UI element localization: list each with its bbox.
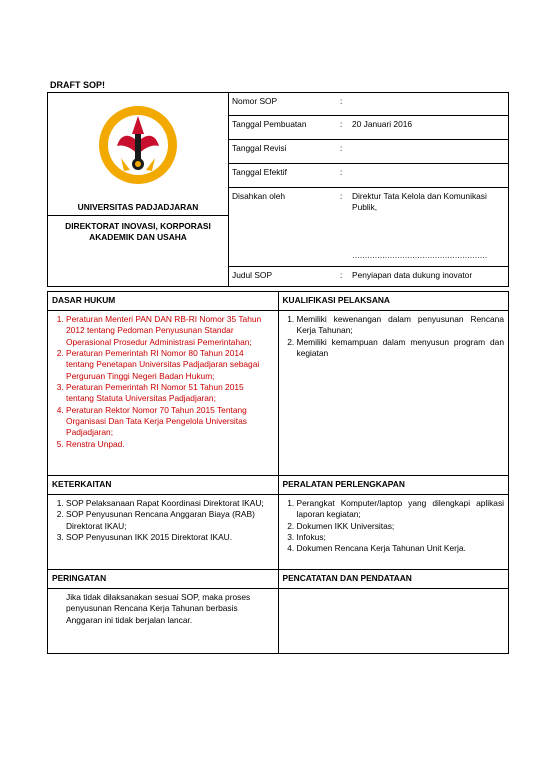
list-item: 1. Perangkat Komputer/laptop yang dilengkapi aplikasi laporan kegiatan; [297, 498, 505, 521]
list-item: 2. Dokumen IKK Universitas; [297, 521, 505, 532]
keterkaitan-list [52, 498, 274, 543]
field-value: Penyiapan data dukung inovator [352, 270, 473, 280]
field-label: Tanggal Efektif [232, 167, 287, 177]
field-label: Judul SOP [232, 270, 273, 280]
field-tanggal-efektif [229, 164, 509, 188]
field-colon: : [340, 119, 343, 129]
peringatan-text: Jika tidak dilaksanakan sesuai SOP, maka proses penyusunan Rencana Kerja Tahunan berbasis Anggaran ini tidak berjalan lancar. [48, 589, 279, 654]
list-item: 2. Peraturan Pemerintah RI Nomor 80 Tahun 2014 tentang Penetapan Universitas Padjadjaran sebagai Perguruan Tinggi Negeri Badan Hukum; [66, 348, 274, 382]
field-colon: : [340, 167, 343, 177]
pencatatan-text [278, 589, 509, 654]
keterkaitan-heading: KETERKAITAN [48, 476, 279, 495]
institution-cell [48, 93, 229, 287]
field-colon: : [340, 191, 343, 201]
field-label: Tanggal Revisi [232, 143, 287, 153]
unpad-logo [48, 93, 228, 196]
list-item: 1. Peraturan Menteri PAN DAN RB-RI Nomor 35 Tahun 2012 tentang Pedoman Penyusunan Standar Operasional Prosedur Administrasi Pemerintahan; [66, 314, 274, 348]
peringatan-heading: PERINGATAN [48, 570, 279, 589]
field-colon: : [340, 143, 343, 153]
signature-line: ……………………………………………… [352, 251, 487, 260]
list-item: 2. SOP Penyusunan Rencana Anggaran Biaya (RAB) Direktorat IKAU; [66, 509, 274, 532]
kualifikasi-heading: KUALIFIKASI PELAKSANA [278, 292, 509, 311]
field-nomor-sop [229, 93, 509, 116]
pencatatan-heading: PENCATATAN DAN PENDATAAN [278, 570, 509, 589]
list-item: 5. Renstra Unpad. [66, 439, 274, 450]
dasar-hukum-cell [48, 311, 279, 476]
unpad-emblem-icon [97, 104, 179, 186]
peralatan-cell [278, 495, 509, 570]
field-value: 20 Januari 2016 [352, 119, 413, 129]
list-item: 2. Memiliki kemampuan dalam menyusun program dan kegiatan [297, 337, 505, 360]
list-item: 3. SOP Penyusunan IKK 2015 Direktorat IKAU. [66, 532, 274, 543]
kualifikasi-cell [278, 311, 509, 476]
field-judul-sop [229, 267, 509, 287]
keterkaitan-cell [48, 495, 279, 570]
list-item: 1. Memiliki kewenangan dalam penyusunan Rencana Kerja Tahunan; [297, 314, 505, 337]
list-item: 1. SOP Pelaksanaan Rapat Koordinasi Direktorat IKAU; [66, 498, 274, 509]
kualifikasi-list [283, 314, 505, 359]
field-tanggal-revisi [229, 140, 509, 164]
list-item: 3. Infokus; [297, 532, 505, 543]
dasar-hukum-heading: DASAR HUKUM [48, 292, 279, 311]
field-value: Direktur Tata Kelola dan Komunikasi Publik, [352, 191, 487, 212]
university-name: UNIVERSITAS PADJADJARAN [48, 196, 228, 216]
field-colon: : [340, 96, 343, 106]
field-disahkan-oleh [229, 188, 509, 267]
field-label: Tanggal Pembuatan [232, 119, 307, 129]
draft-title: DRAFT SOP! [50, 80, 105, 90]
sop-detail-table [47, 291, 509, 654]
field-colon: : [340, 270, 343, 280]
list-item: 4. Dokumen Rencana Kerja Tahunan Unit Kerja. [297, 543, 505, 554]
list-item: 3. Peraturan Pemerintah RI Nomor 51 Tahun 2015 tentang Statuta Universitas Padjadjaran; [66, 382, 274, 405]
peralatan-list [283, 498, 505, 555]
field-label: Nomor SOP [232, 96, 278, 106]
sop-header-table [47, 92, 509, 287]
list-item: 4. Peraturan Rektor Nomor 70 Tahun 2015 Tentang Organisasi Dan Tata Kerja Pengelola Universitas Padjadjaran; [66, 405, 274, 439]
peralatan-heading: PERALATAN PERLENGKAPAN [278, 476, 509, 495]
field-tanggal-pembuatan [229, 116, 509, 140]
field-label: Disahkan oleh [232, 191, 286, 201]
directorate-name: DIREKTORAT INOVASI, KORPORASI AKADEMIK DAN USAHA [65, 221, 211, 242]
dasar-hukum-list [52, 314, 274, 450]
